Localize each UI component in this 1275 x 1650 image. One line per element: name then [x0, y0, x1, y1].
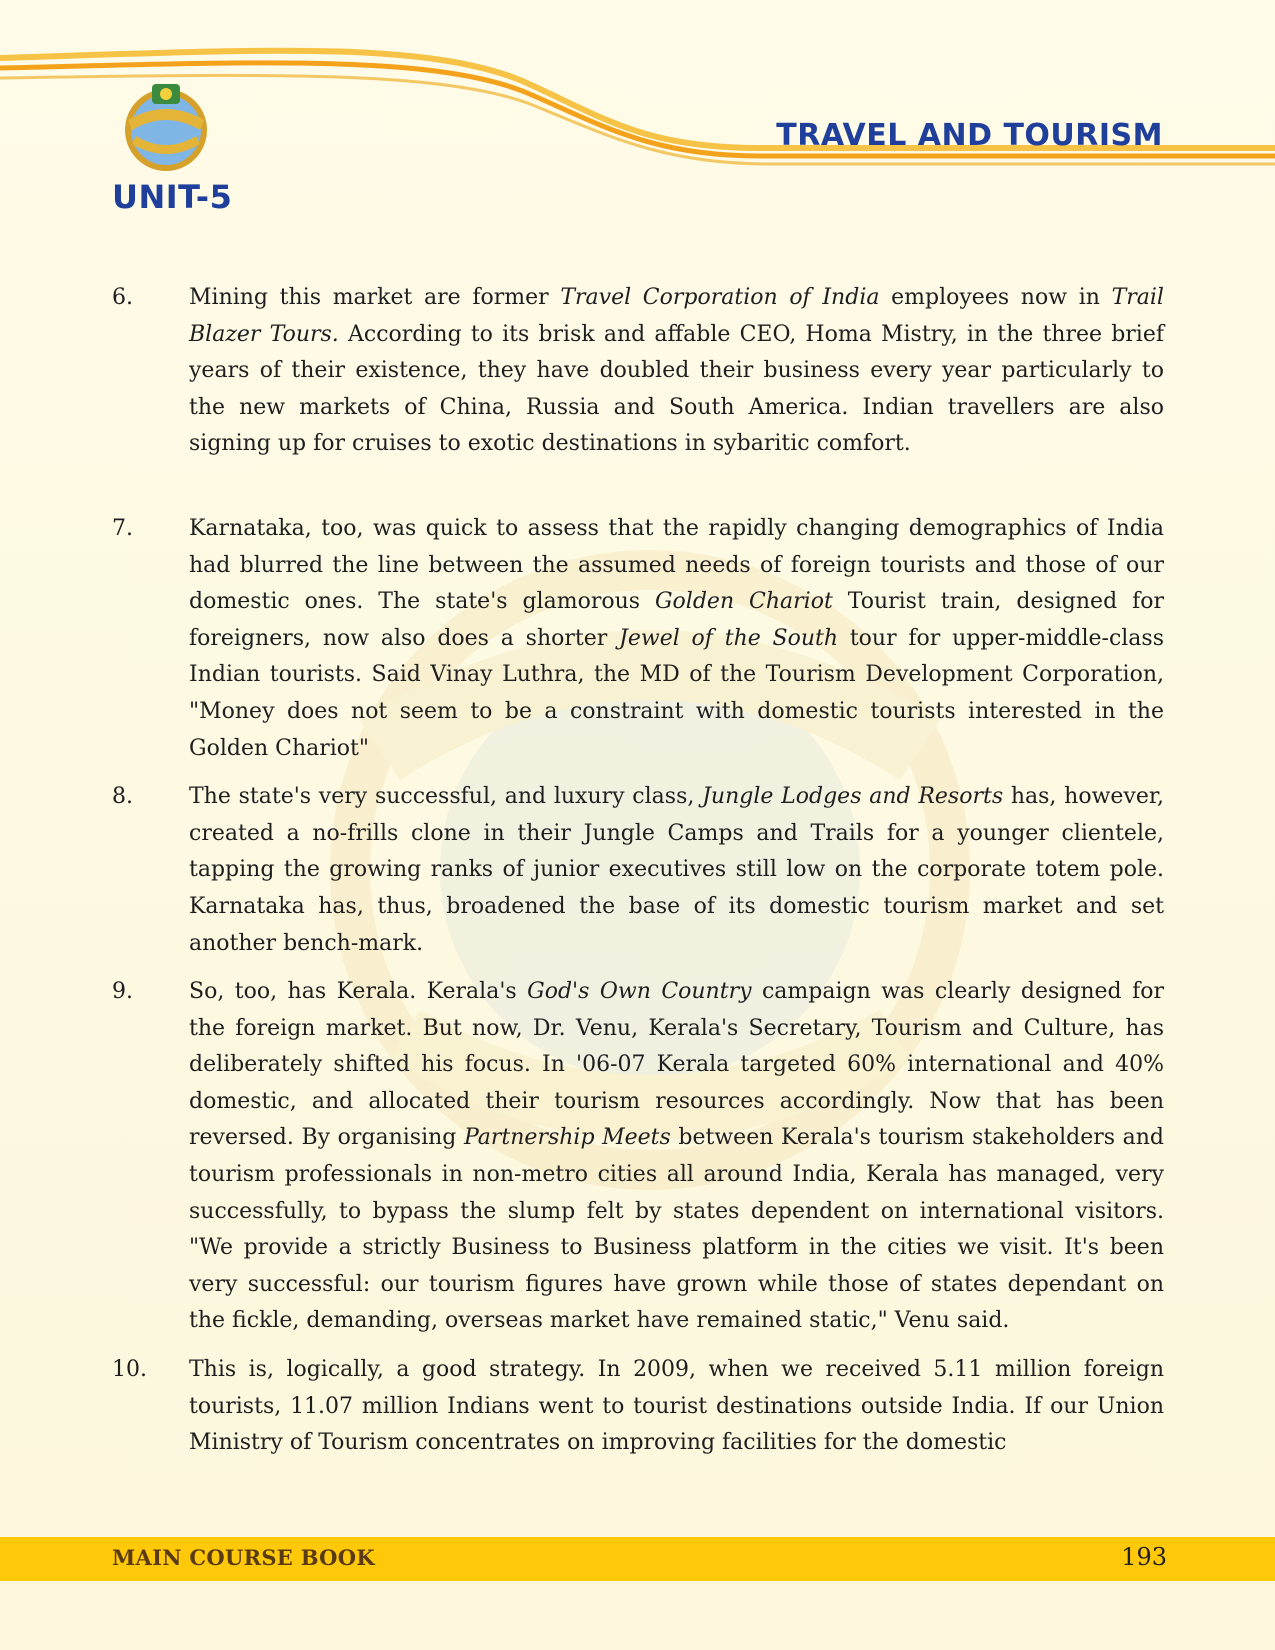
item-number: 8. — [112, 784, 133, 810]
list-item — [112, 511, 1164, 767]
item-text — [189, 1352, 1164, 1462]
chapter-title: TRAVEL AND TOURISM — [776, 118, 1163, 153]
item-text — [189, 974, 1164, 1340]
body-content — [112, 280, 1164, 1462]
italic-text-segment: Jungle Lodges and Resorts — [702, 784, 1004, 810]
text-segment: has, however, created a no-frills clone in their Jungle Camps and Trails for a younger clientele, tapping the growing ranks of junior executives still low on the corporate totem pole. Karnataka has, thus, broadened the base of its domestic tourism market and set another bench-mark. — [189, 784, 1164, 956]
text-segment: So, too, has Kerala. Kerala's — [189, 979, 528, 1005]
item-number: 10. — [112, 1357, 147, 1383]
text-segment: tour for upper-middle-class Indian tourists. Said Vinay Luthra, the MD of the Tourism Development Corporation, "Money does not seem to be a constraint with domestic tourists interested in the Golden Chariot" — [189, 625, 1164, 761]
item-number: 9. — [112, 979, 133, 1005]
footer-book-title: MAIN COURSE BOOK — [112, 1545, 375, 1570]
text-segment: Karnataka, too, was quick to assess that the rapidly changing demographics of India had blurred the line between the assumed needs of foreign tourists and those of our domestic ones. The state's glamorous — [189, 515, 1164, 615]
list-item — [112, 974, 1164, 1340]
list-item — [112, 779, 1164, 962]
logo-emblem-icon — [118, 78, 214, 178]
text-segment: campaign was clearly designed for the foreign market. But now, Dr. Venu, Kerala's Secretary, Tourism and Culture, has deliberately shifted his focus. In '06-07 Kerala targeted 60% international and 40% domestic, and allocated their tourism resources accordingly. Now that has been reversed. By organising — [189, 979, 1165, 1151]
italic-text-segment: Jewel of the South — [619, 625, 839, 651]
text-segment: The state's very successful, and luxury class, — [189, 784, 703, 810]
text-segment: employees now in — [879, 285, 1112, 310]
italic-text-segment: Partnership Meets — [463, 1125, 671, 1151]
page-number: 193 — [1121, 1543, 1167, 1571]
item-text — [189, 511, 1164, 767]
text-segment: Tourist train, designed for foreigners, now also does a shorter — [189, 589, 1164, 651]
list-item — [112, 280, 1164, 463]
item-text — [189, 779, 1164, 962]
item-number: 7. — [112, 515, 133, 541]
item-text — [189, 280, 1164, 463]
italic-text-segment: Trail Blazer Tours. — [189, 285, 1164, 347]
italic-text-segment: Golden Chariot — [654, 589, 833, 615]
unit-label: UNIT-5 — [112, 178, 233, 216]
list-item — [112, 1352, 1164, 1462]
item-number: 6. — [112, 285, 133, 310]
text-segment: Mining this market are former — [189, 285, 561, 310]
text-segment: This is, logically, a good strategy. In 2009, when we received 5.11 million foreign tourists, 11.07 million Indians went to tourist destinations outside India. If our Union Ministry of Tourism concentrates on improving facilities for the domestic — [189, 1357, 1164, 1456]
italic-text-segment: God's Own Country — [527, 979, 752, 1005]
italic-text-segment: Travel Corporation of India — [560, 285, 880, 310]
text-segment: According to its brisk and affable CEO, Homa Mistry, in the three brief years of their existence, they have doubled their business every year particularly to the new markets of China, Russia and South America. Indian travellers are also signing up for cruises to exotic destinations in sybaritic comfort. — [189, 321, 1164, 457]
text-segment: between Kerala's tourism stakeholders and tourism professionals in non-metro cities all around India, Kerala has managed, very successfully, to bypass the slump felt by states dependent on international visitors. "We provide a strictly Business to Business platform in the cities we visit. It's been very successful: our tourism figures have grown while those of states dependant on the fickle, demanding, overseas market have remained static," Venu said. — [189, 1125, 1164, 1334]
